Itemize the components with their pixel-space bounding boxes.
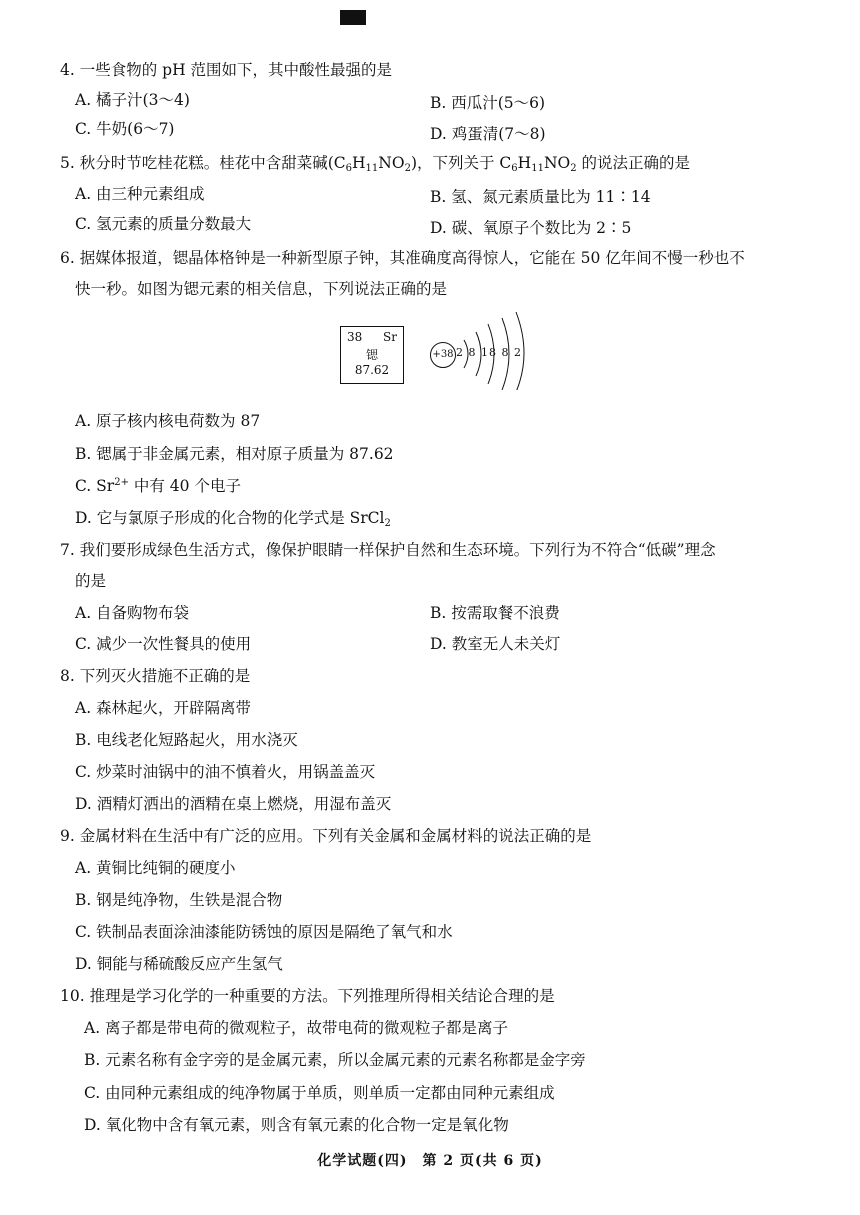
question-9-option-d: D. 铜能与稀硫酸反应产生氢气 — [75, 955, 283, 973]
question-10-option-b: B. 元素名称有金字旁的是金属元素，所以金属元素的元素名称都是金字旁 — [84, 1051, 586, 1069]
question-7-option-b: B. 按需取餐不浪费 — [430, 604, 560, 622]
question-5-stem-post: 的说法正确的是 — [576, 154, 691, 172]
formula: $C_6H_{11}NO_2$ — [333, 154, 411, 174]
question-8-option-b: B. 电线老化短路起火，用水浇灭 — [75, 731, 298, 749]
question-7-stem-line1: 7. 我们要形成绿色生活方式，像保护眼睛一样保护自然和生态环境。下列行为不符合“低碳”理念 — [60, 541, 716, 559]
question-10-stem: 10. 推理是学习化学的一种重要的方法。下列推理所得相关结论合理的是 — [60, 987, 555, 1005]
question-7-option-c: C. 减少一次性餐具的使用 — [75, 635, 252, 653]
question-8-stem: 8. 下列灭火措施不正确的是 — [60, 667, 251, 685]
question-10-option-d: D. 氧化物中含有氧元素，则含有氧元素的化合物一定是氧化物 — [84, 1116, 509, 1134]
question-7-stem-line2: 的是 — [75, 572, 107, 590]
question-6-option-c — [75, 476, 241, 496]
element-name: 锶 — [365, 348, 378, 362]
scan-marker — [340, 10, 366, 25]
element-card — [340, 326, 404, 384]
formula: $C_6H_{11}NO_2$ — [499, 154, 577, 174]
question-10-option-c: C. 由同种元素组成的纯净物属于单质，则单质一定都由同种元素组成 — [84, 1084, 555, 1102]
question-4-option-a: A. 橘子汁(3～4) — [75, 91, 190, 109]
question-6-option-b: B. 锶属于非金属元素，相对原子质量为 87.62 — [75, 445, 394, 463]
question-7-option-d: D. 教室无人未关灯 — [430, 635, 561, 653]
question-5-option-a: A. 由三种元素组成 — [75, 185, 205, 203]
element-symbol: Sr — [383, 330, 397, 344]
question-4-option-b: B. 西瓜汁(5～6) — [430, 94, 546, 112]
question-6-stem-line1: 6. 据媒体报道，锶晶体格钟是一种新型原子钟，其准确度高得惊人，它能在 50 亿年间不慢一秒也不 — [60, 249, 745, 267]
ion-charge: 2+ — [114, 477, 129, 488]
atomic-mass: 87.62 — [354, 363, 390, 377]
shell-electron-counts: 2 8 18 8 2 — [456, 346, 522, 359]
question-6-stem-line2: 快一秒。如图为锶元素的相关信息，下列说法正确的是 — [75, 280, 448, 298]
question-8-option-c: C. 炒菜时油锅中的油不慎着火，用锅盖盖灭 — [75, 763, 376, 781]
question-6-option-a: A. 原子核内核电荷数为 87 — [75, 412, 261, 430]
question-5-stem-pre: 5. 秋分时节吃桂花糕。桂花中含甜菜碱( — [60, 154, 334, 172]
question-4-stem: 4. 一些食物的 pH 范围如下，其中酸性最强的是 — [60, 61, 393, 79]
question-9-option-b: B. 钢是纯净物，生铁是混合物 — [75, 891, 283, 909]
question-5-option-c: C. 氢元素的质量分数最大 — [75, 215, 252, 233]
question-6-option-c-post: 中有 40 个电子 — [128, 477, 241, 495]
question-7-option-a: A. 自备购物布袋 — [75, 604, 190, 622]
nucleus: +38 — [430, 342, 456, 368]
question-9-option-c: C. 铁制品表面涂油漆能防锈蚀的原因是隔绝了氧气和水 — [75, 923, 453, 941]
atomic-structure-diagram — [430, 310, 540, 390]
question-5-option-b: B. 氢、氮元素质量比为 11∶14 — [430, 188, 651, 206]
page-footer: 化学试题(四) 第 2 页(共 6 页) — [317, 1153, 543, 1169]
question-9-stem: 9. 金属材料在生活中有广泛的应用。下列有关金属和金属材料的说法正确的是 — [60, 827, 592, 845]
question-5-stem-mid: )，下列关于 — [410, 154, 500, 172]
question-10-option-a: A. 离子都是带电荷的微观粒子，故带电荷的微观粒子都是离子 — [84, 1019, 509, 1037]
question-9-option-a: A. 黄铜比纯铜的硬度小 — [75, 859, 236, 877]
question-4-option-d: D. 鸡蛋清(7～8) — [430, 125, 546, 143]
subscript: 2 — [384, 518, 391, 529]
question-5-option-d: D. 碳、氧原子个数比为 2∶5 — [430, 219, 632, 237]
question-4-option-c: C. 牛奶(6～7) — [75, 120, 175, 138]
question-6-option-d — [75, 508, 391, 528]
strontium-figure — [340, 310, 540, 390]
question-5-stem — [60, 153, 690, 173]
question-6-option-c-pre: C. Sr — [75, 477, 115, 495]
atomic-number: 38 — [347, 330, 363, 344]
question-6-option-d-pre: D. 它与氯原子形成的化合物的化学式是 SrCl — [75, 509, 385, 527]
question-8-option-d: D. 酒精灯洒出的酒精在桌上燃烧，用湿布盖灭 — [75, 795, 392, 813]
question-8-option-a: A. 森林起火，开辟隔离带 — [75, 699, 252, 717]
